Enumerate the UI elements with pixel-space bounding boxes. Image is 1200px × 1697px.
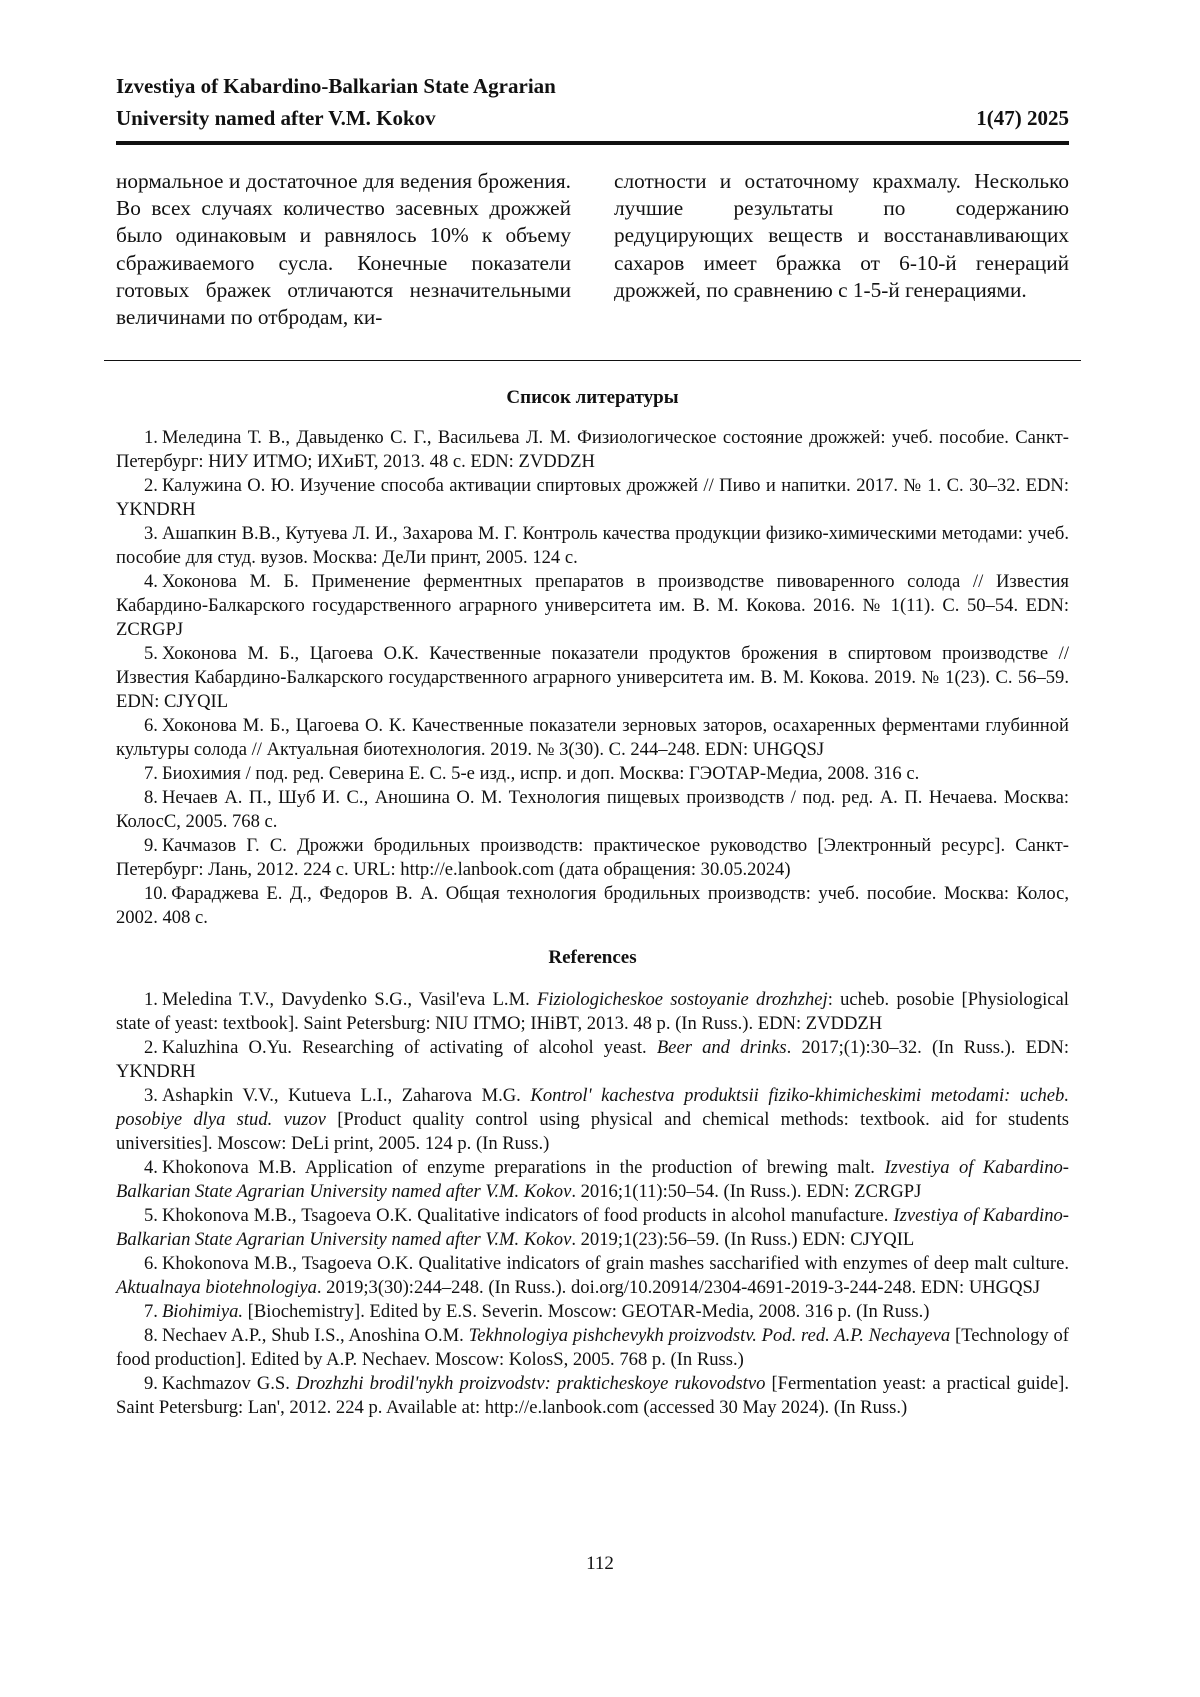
right-column-text: слотности и остаточному крахмалу. Несколько лучшие результаты по содержанию редуцирующих веществ и восстанавливающих сахаров имеет бражка от 6-10-й генераций дрожжей, по сравнению с 1-5-й генерациями. <box>614 168 1069 331</box>
reference-item <box>116 522 1069 570</box>
reference-source-title: Drozhzhi brodil'nykh proizvodstv: prakticheskoye rukovodstvo <box>296 1373 765 1394</box>
reference-authors: Khokonova M.B., Tsagoeva O.K. Qualitative indicators of grain mashes saccharified with enzymes of deep malt culture. <box>162 1253 1069 1274</box>
reference-number: 8. <box>144 1325 158 1346</box>
reference-number: 2. <box>144 475 158 496</box>
reference-number: 7. <box>144 763 158 784</box>
section-divider <box>104 360 1081 361</box>
reference-number: 3. <box>144 523 158 544</box>
reference-item <box>116 786 1069 834</box>
reference-details: [Product quality control using physical and chemical methods: textbook. aid for students universities]. Moscow: DeLi print, 2005. 124 p. (In Russ.) <box>116 1109 1069 1154</box>
reference-source-title: Beer and drinks <box>657 1037 787 1058</box>
reference-authors: Khokonova M.B., Tsagoeva O.K. Qualitative indicators of food products in alcohol manufacture. <box>162 1205 893 1226</box>
reference-details: . 2016;1(11):50–54. (In Russ.). EDN: ZCRGPJ <box>571 1181 921 1202</box>
reference-number: 6. <box>144 1253 158 1274</box>
reference-details: [Fermentation yeast: a practical guide]. Saint Petersburg: Lan', 2012. 224 p. Available at: http://e.lanbook.com (accessed 30 May 2024). (In Russ.) <box>116 1373 1069 1418</box>
reference-text: Фараджева Е. Д., Федоров В. А. Общая технология бродильных производств: учеб. пособие. Москва: Колос, 2002. 408 с. <box>116 883 1069 928</box>
header-row <box>116 102 1069 134</box>
reference-authors: Kachmazov G.S. <box>162 1373 296 1394</box>
reference-authors: Nechaev A.P., Shub I.S., Anoshina O.M. <box>162 1325 469 1346</box>
en-references-title: References <box>116 944 1069 972</box>
reference-number: 5. <box>144 643 158 664</box>
reference-item <box>116 1372 1069 1420</box>
reference-text: Хоконова М. Б., Цагоева О.К. Качественные показатели продуктов брожения в спиртовом производстве // Известия Кабардино-Балкарского государственного аграрного университета им. В. М. Кокова. 2019. № 1(23). С. 56–59. EDN: CJYQIL <box>116 643 1069 712</box>
reference-item <box>116 1300 1069 1324</box>
reference-text: Меледина Т. В., Давыденко С. Г., Васильева Л. М. Физиологическое состояние дрожжей: учеб. пособие. Санкт-Петербург: НИУ ИТМО; ИХиБТ, 2013. 48 с. EDN: ZVDDZH <box>116 427 1069 472</box>
reference-details: . 2019;3(30):244–248. (In Russ.). doi.org/10.20914/2304-4691-2019-3-244-248. EDN: UHGQSJ <box>317 1277 1040 1298</box>
reference-source-title: Tekhnologiya pishchevykh proizvodstv. Pod. red. A.P. Nechayeva <box>469 1325 951 1346</box>
reference-details: [Technology of food production]. Edited by A.P. Nechaev. Moscow: KolosS, 2005. 768 p. (In Russ.) <box>116 1325 1069 1370</box>
reference-item <box>116 1324 1069 1372</box>
reference-text: Хоконова М. Б., Цагоева О. К. Качественные показатели зерновых заторов, осахаренных ферментами глубинной культуры солода // Актуальная биотехнология. 2019. № 3(30). С. 244–248. EDN: UHGQSJ <box>116 715 1069 760</box>
page-header <box>116 70 1069 134</box>
reference-source-title: Izvestiya of Kabardino-Balkarian State Agrarian University named after V.M. Kokov <box>116 1205 1069 1250</box>
references-section <box>116 384 1069 1420</box>
en-references-list <box>116 988 1069 1420</box>
reference-authors: Meledina T.V., Davydenko S.G., Vasil'eva L.M. <box>162 989 537 1010</box>
reference-text: Нечаев А. П., Шуб И. С., Аношина О. М. Технология пищевых производств / под. ред. А. П. Нечаева. Москва: КолосС, 2005. 768 с. <box>116 787 1069 832</box>
reference-item <box>116 1204 1069 1252</box>
reference-item <box>116 474 1069 522</box>
journal-page <box>0 0 1200 1697</box>
reference-item <box>116 570 1069 642</box>
reference-details: . 2017;(1):30–32. (In Russ.). EDN: YKNDRH <box>116 1037 1069 1082</box>
reference-details: . 2019;1(23):56–59. (In Russ.) EDN: CJYQIL <box>571 1229 914 1250</box>
reference-item <box>116 834 1069 882</box>
reference-text: Качмазов Г. С. Дрожжи бродильных производств: практическое руководство [Электронный ресурс]. Санкт-Петербург: Лань, 2012. 224 с. URL: http://e.lanbook.com (дата обращения: 30.05.2024) <box>116 835 1069 880</box>
reference-item <box>116 714 1069 762</box>
reference-details: [Biochemistry]. Edited by E.S. Severin. Moscow: GEOTAR-Media, 2008. 316 p. (In Russ.) <box>243 1301 929 1322</box>
reference-source-title: Kontrol' kachestva produktsii fiziko-khimicheskimi metodami: ucheb. posobiye dlya stud. vuzov <box>116 1085 1069 1130</box>
reference-number: 4. <box>144 1157 158 1178</box>
reference-number: 7. <box>144 1301 158 1322</box>
reference-number: 1. <box>144 427 158 448</box>
reference-number: 9. <box>144 1373 158 1394</box>
reference-item <box>116 1252 1069 1300</box>
reference-item <box>116 1084 1069 1156</box>
reference-authors: Khokonova M.B. Application of enzyme preparations in the production of brewing malt. <box>162 1157 884 1178</box>
reference-number: 1. <box>144 989 158 1010</box>
reference-number: 4. <box>144 571 158 592</box>
reference-source-title: Fiziologicheskoe sostoyanie drozhzhej <box>537 989 828 1010</box>
reference-item <box>116 1156 1069 1204</box>
reference-authors: Kaluzhina O.Yu. Researching of activating of alcohol yeast. <box>162 1037 657 1058</box>
reference-item <box>116 1036 1069 1084</box>
left-column-text: нормальное и достаточное для ведения брожения. Во всех случаях количество засевных дрожжей было одинаковым и равнялось 10% к объему сбраживаемого сусла. Конечные показатели готовых бражек отличаются незначительными величинами по отбродам, ки- <box>116 168 571 331</box>
page-number: 112 <box>0 1553 1200 1575</box>
reference-source-title: Biohimiya. <box>162 1301 243 1322</box>
journal-title-line-2: University named after V.M. Kokov <box>116 102 436 134</box>
journal-title-line-1: Izvestiya of Kabardino-Balkarian State Agrarian <box>116 70 1069 102</box>
reference-text: Ашапкин В.В., Кутуева Л. И., Захарова М. Г. Контроль качества продукции физико-химическими методами: учеб. пособие для студ. вузов. Москва: ДеЛи принт, 2005. 124 с. <box>116 523 1069 568</box>
reference-number: 6. <box>144 715 158 736</box>
reference-details: : ucheb. posobie [Physiological state of yeast: textbook]. Saint Petersburg: NIU ITMO; IHiBT, 2013. 48 p. (In Russ.). EDN: ZVDDZH <box>116 989 1069 1034</box>
reference-number: 8. <box>144 787 158 808</box>
reference-source-title: Izvestiya of Kabardino-Balkarian State Agrarian University named after V.M. Kokov <box>116 1157 1069 1202</box>
reference-number: 3. <box>144 1085 158 1106</box>
reference-text: Калужина О. Ю. Изучение способа активации спиртовых дрожжей // Пиво и напитки. 2017. № 1. С. 30–32. EDN: YKNDRH <box>116 475 1069 520</box>
reference-source-title: Aktualnaya biotehnologiya <box>116 1277 317 1298</box>
reference-number: 9. <box>144 835 158 856</box>
reference-authors: Ashapkin V.V., Kutueva L.I., Zaharova M.G. <box>162 1085 530 1106</box>
reference-item <box>116 642 1069 714</box>
issue-number: 1(47) 2025 <box>976 102 1069 134</box>
reference-number: 2. <box>144 1037 158 1058</box>
reference-text: Биохимия / под. ред. Северина Е. С. 5-е изд., испр. и доп. Москва: ГЭОТАР-Медиа, 2008. 316 с. <box>162 763 919 784</box>
ru-references-title: Список литературы <box>116 384 1069 412</box>
reference-item <box>116 988 1069 1036</box>
header-divider <box>116 141 1069 145</box>
reference-item <box>116 882 1069 930</box>
reference-item <box>116 762 1069 786</box>
reference-number: 10. <box>144 883 167 904</box>
reference-text: Хоконова М. Б. Применение ферментных препаратов в производстве пивоваренного солода // Известия Кабардино-Балкарского государственного аграрного университета им. В. М. Кокова. 2016. № 1(11). С. 50–54. EDN: ZCRGPJ <box>116 571 1069 640</box>
ru-references-list <box>116 426 1069 930</box>
reference-number: 5. <box>144 1205 158 1226</box>
reference-item <box>116 426 1069 474</box>
body-text <box>116 168 1069 331</box>
